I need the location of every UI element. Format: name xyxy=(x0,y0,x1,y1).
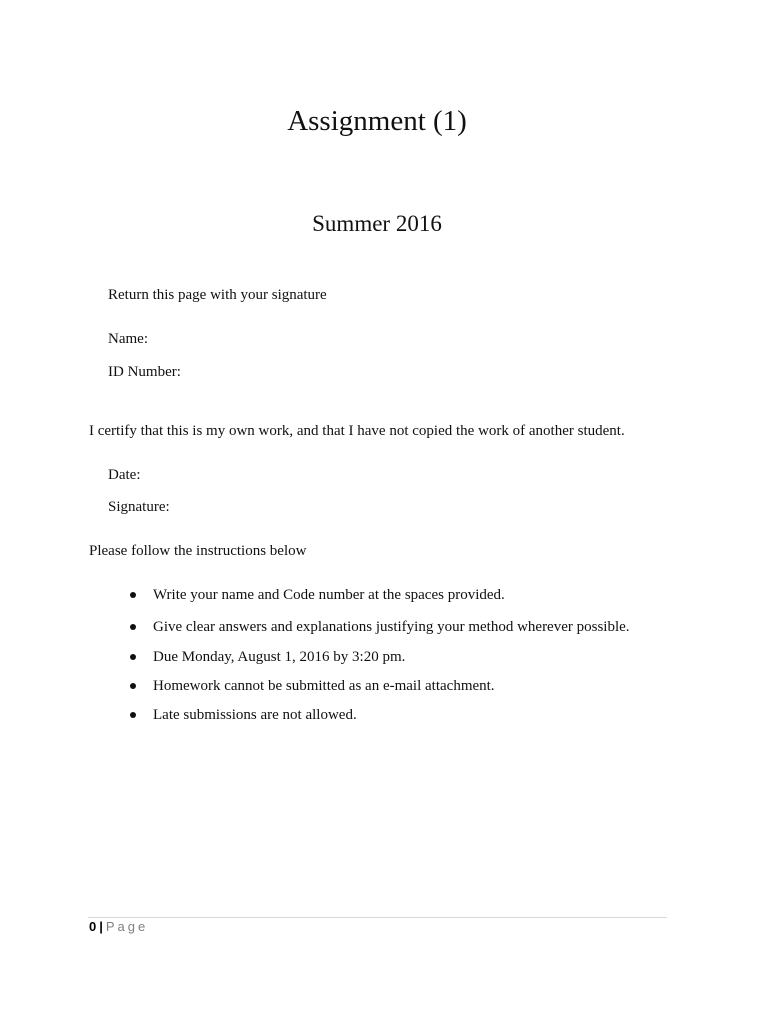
instructions-heading: Please follow the instructions below xyxy=(89,543,307,559)
document-title: Assignment (1) xyxy=(287,105,467,137)
footer-divider xyxy=(88,917,667,918)
list-item-text: Late submissions are not allowed. xyxy=(153,707,357,723)
list-item xyxy=(128,647,630,667)
page-footer xyxy=(89,918,148,936)
return-note: Return this page with your signature xyxy=(108,287,327,303)
instructions-list xyxy=(128,585,630,725)
date-label: Date: xyxy=(108,467,141,483)
list-item xyxy=(128,585,630,605)
certify-statement: I certify that this is my own work, and that I have not copied the work of another student. xyxy=(89,423,625,439)
list-item-text: Write your name and Code number at the spaces provided. xyxy=(153,587,505,603)
bullet-icon xyxy=(130,624,136,630)
name-label: Name: xyxy=(108,331,148,347)
footer-separator: | xyxy=(99,919,103,934)
bullet-icon xyxy=(130,683,136,689)
id-number-label: ID Number: xyxy=(108,364,181,380)
list-item xyxy=(128,676,630,696)
list-item-text: Due Monday, August 1, 2016 by 3:20 pm. xyxy=(153,649,406,665)
bullet-icon xyxy=(130,654,136,660)
page-number: 0 xyxy=(89,919,97,934)
list-item-text: Give clear answers and explanations justifying your method wherever possible. xyxy=(153,619,630,635)
list-item-text: Homework cannot be submitted as an e-mail attachment. xyxy=(153,678,495,694)
list-item xyxy=(128,705,630,725)
signature-label: Signature: xyxy=(108,499,170,515)
bullet-icon xyxy=(130,592,136,598)
document-subtitle: Summer 2016 xyxy=(312,211,442,236)
list-item xyxy=(128,617,630,637)
bullet-icon xyxy=(130,712,136,718)
page-label: Page xyxy=(105,919,149,934)
